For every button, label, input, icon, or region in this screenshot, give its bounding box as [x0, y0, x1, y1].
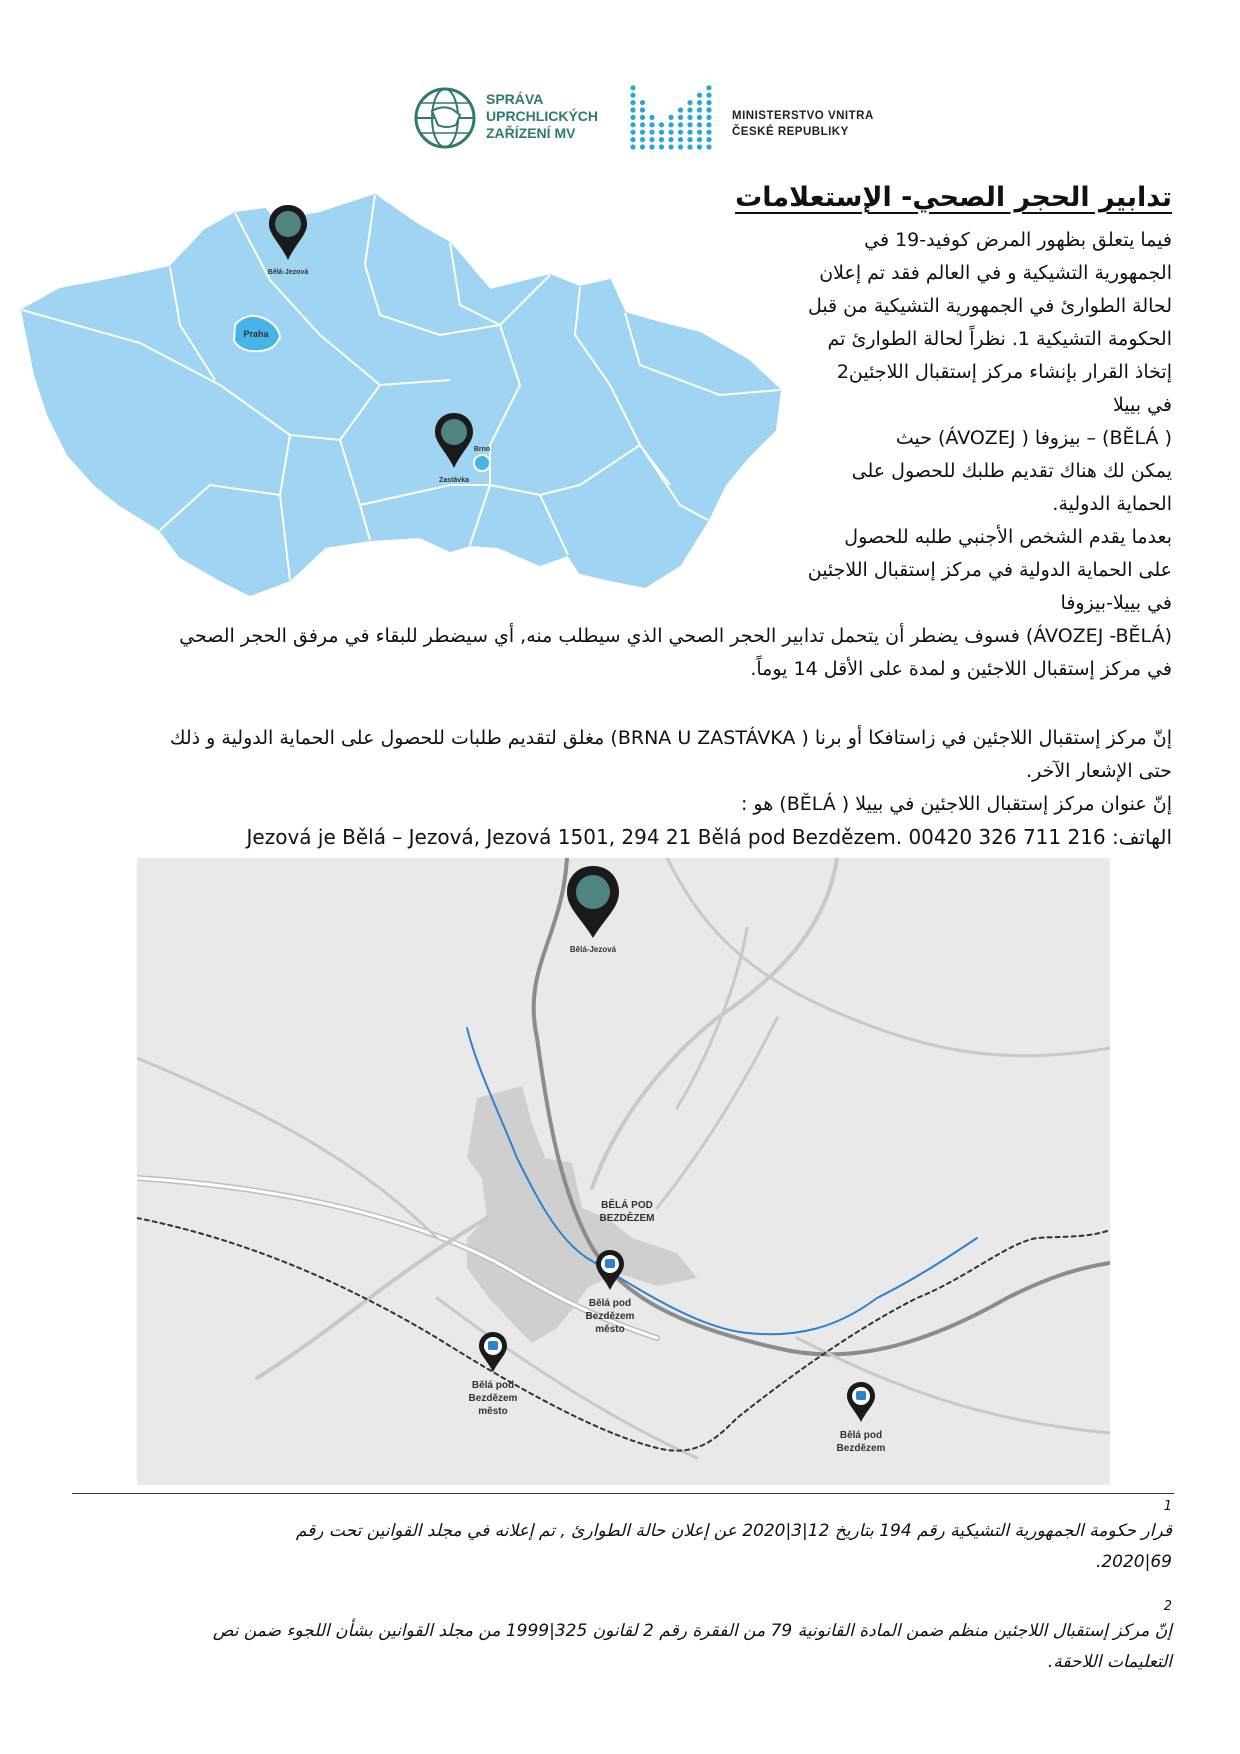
ministry-name-line-2: ČESKÉ REPUBLIKY: [732, 126, 849, 138]
ministry-dot: [706, 93, 711, 98]
ministry-dot: [687, 100, 692, 105]
ministry-dot: [630, 137, 635, 142]
footnote-2-line-2: التعليمات اللاحقة.: [1047, 1652, 1172, 1672]
ministry-dot: [668, 122, 673, 127]
train-station-icon: [856, 1391, 866, 1400]
ministry-dot: [630, 100, 635, 105]
ministry-dot: [678, 130, 683, 135]
footnote-1: [72, 1498, 1172, 1578]
closure-paragraph: [72, 722, 1172, 854]
text-line: على الحماية الدولية في مركز إستقبال اللاجئين: [807, 559, 1172, 581]
text-line: (ÁVOZEJ -BĚLÁ) فسوف يضطر أن يتحمل تدابير الحجر الصحي الذي سيطلب منه, أي سيضطر للبقاء في مرفق الحجر الصحي: [179, 625, 1172, 647]
intro-paragraph: [752, 224, 1172, 620]
train-stop-label-3: město: [478, 1406, 508, 1417]
czech-map: [20, 185, 790, 600]
local-map: [137, 858, 1110, 1485]
ministry-dot: [687, 130, 692, 135]
ministry-dot: [630, 130, 635, 135]
rail-station-label-1: Bělá pod: [839, 1430, 883, 1441]
footnote-2: [72, 1598, 1172, 1678]
ministry-logo: [628, 80, 888, 152]
text-line: إتخاذ القرار بإنشاء مركز إستقبال اللاجئين2: [836, 361, 1172, 383]
train-icon: [488, 1341, 498, 1350]
text-line: إنّ مركز إستقبال اللاجئين في زاستافكا أو برنا ( BRNA U ZASTÁVKA) مغلق لتقديم طلبات للحصول على الحماية الدولية و ذلك: [169, 727, 1172, 749]
text-line: يمكن لك هناك تقديم طلبك للحصول على: [851, 460, 1172, 482]
text-line: إنّ عنوان مركز إستقبال اللاجئين في بييلا ( BĚLÁ) هو :: [740, 793, 1172, 815]
org-logo-line-2: UPRCHLICKÝCH: [486, 108, 598, 124]
ministry-dot: [678, 137, 683, 142]
brno-label: Brno: [473, 446, 491, 453]
ministry-dot: [706, 122, 711, 127]
town-name-line-2: BEZDĚZEM: [599, 1213, 655, 1224]
footnote-1-line-1: قرار حكومة الجمهورية التشيكية رقم 194 بتاريخ 12|3|2020 عن إعلان حالة الطوارئ , تم إعلانه في مجلد القوانين تحت رقم: [295, 1521, 1172, 1541]
ministry-dot: [640, 100, 645, 105]
ministry-dot: [649, 122, 654, 127]
ministry-dot: [649, 144, 654, 149]
ministry-dot: [678, 144, 683, 149]
ministry-dot: [668, 115, 673, 120]
ministry-dot: [659, 137, 664, 142]
ministry-dot: [678, 107, 683, 112]
ministry-dot: [697, 100, 702, 105]
ministry-dot: [640, 130, 645, 135]
ministry-dot: [640, 137, 645, 142]
ministry-dots-icon: [628, 80, 716, 152]
footnote-2-line-1: إنّ مركز إستقبال اللاجئين منظم ضمن المادة القانونية 79 من الفقرة رقم 2 لقانون 325|1999 من مجلد القوانين بشأن اللجوء ضمن نص: [212, 1621, 1172, 1641]
ministry-dot: [697, 144, 702, 149]
bus-stop-label-3: město: [595, 1324, 625, 1335]
text-line: ( BĚLÁ) – بيزوفا ( ÁVOZEJ) حيث: [895, 427, 1172, 449]
ministry-dot: [678, 122, 683, 127]
bela-jezova-local-label: Bělá-Jezová: [569, 945, 617, 954]
ministry-dot: [649, 115, 654, 120]
ministry-dot: [630, 115, 635, 120]
ministry-dot: [697, 115, 702, 120]
bus-stop-label-2: Bezdězem: [585, 1311, 635, 1322]
ministry-dot: [640, 115, 645, 120]
ministry-dot: [706, 100, 711, 105]
org-logo: [412, 85, 612, 151]
text-line: في بييلا-بيزوفا: [1060, 592, 1172, 614]
text-line: الجمهورية التشيكية و في العالم فقد تم إعلان: [819, 262, 1172, 284]
footnote-2-number: 2: [1163, 1599, 1172, 1614]
train-stop-label-1: Bělá pod: [471, 1380, 515, 1391]
bus-stop-label-1: Bělá pod: [588, 1298, 632, 1309]
country-shape: [22, 195, 780, 595]
footnote-1-line-2: 69|2020.: [1095, 1552, 1172, 1572]
ministry-dot: [640, 122, 645, 127]
address-line: الهاتف: Jezová je Bělá – Jezová, Jezová 1501, 294 21 Bělá pod Bezdězem. 00420 326 711 216: [246, 825, 1172, 849]
org-logo-line-3: ZAŘÍZENÍ MV: [486, 125, 576, 141]
ministry-dot: [706, 107, 711, 112]
ministry-dot: [697, 93, 702, 98]
footnote-1-number: 1: [1163, 1499, 1172, 1514]
ministry-name-line-1: MINISTERSTVO VNITRA: [732, 110, 874, 122]
ministry-dot: [630, 122, 635, 127]
ministry-dot: [649, 137, 654, 142]
text-line: حتى الإشعار الآخر.: [1026, 760, 1172, 782]
ministry-dot: [687, 122, 692, 127]
ministry-dot: [687, 115, 692, 120]
ministry-dot: [649, 130, 654, 135]
praha-label: Praha: [243, 329, 269, 339]
bus-icon: [605, 1259, 615, 1268]
ministry-dot: [630, 85, 635, 90]
ministry-dot: [659, 130, 664, 135]
ministry-dot: [687, 107, 692, 112]
ministry-dot: [659, 144, 664, 149]
text-line: الحكومة التشيكية 1. نظراً لحالة الطوارئ تم: [827, 328, 1172, 350]
ministry-dot: [706, 137, 711, 142]
ministry-dot: [640, 107, 645, 112]
globe-icon: [412, 85, 478, 151]
ministry-dot: [630, 144, 635, 149]
ministry-dot: [706, 130, 711, 135]
town-name-line-1: BĚLÁ POD: [601, 1200, 653, 1211]
train-stop-label-2: Bezdězem: [468, 1393, 518, 1404]
ministry-dot: [668, 137, 673, 142]
rail-station-label-2: Bezdězem: [836, 1443, 886, 1454]
ministry-dot: [668, 144, 673, 149]
ministry-dot: [630, 107, 635, 112]
ministry-dot: [706, 115, 711, 120]
text-line: في بييلا: [1112, 394, 1172, 416]
bela-jezova-map-label: Bělá-Jezová: [267, 269, 309, 276]
ministry-dot: [668, 130, 673, 135]
org-logo-line-1: SPRÁVA: [486, 91, 544, 107]
text-line: في مركز إستقبال اللاجئين و لمدة على الأقل 14 يوماً.: [750, 658, 1172, 680]
page-title: تدابير الحجر الصحي- الإستعلامات: [735, 182, 1172, 213]
ministry-dot: [697, 122, 702, 127]
quarantine-paragraph: [72, 620, 1172, 686]
text-line: بعدما يقدم الشخص الأجنبي طلبه للحصول: [844, 526, 1172, 548]
ministry-dot: [697, 107, 702, 112]
ministry-dot: [697, 130, 702, 135]
footnote-divider: [72, 1493, 1174, 1494]
text-line: لحالة الطوارئ في الجمهورية التشيكية من قبل: [807, 295, 1172, 317]
ministry-dot: [687, 144, 692, 149]
ministry-dot: [687, 137, 692, 142]
ministry-dot: [706, 85, 711, 90]
text-line: الحماية الدولية.: [1052, 493, 1172, 515]
ministry-dot: [630, 93, 635, 98]
zastavka-map-label: Zastávka: [439, 477, 469, 484]
text-line: فيما يتعلق بظهور المرض كوفيد-19 في: [864, 229, 1172, 251]
ministry-dot: [706, 144, 711, 149]
ministry-dot: [697, 137, 702, 142]
brno-dot: [474, 455, 490, 471]
ministry-dot: [640, 144, 645, 149]
ministry-dot: [678, 115, 683, 120]
ministry-dot: [659, 122, 664, 127]
